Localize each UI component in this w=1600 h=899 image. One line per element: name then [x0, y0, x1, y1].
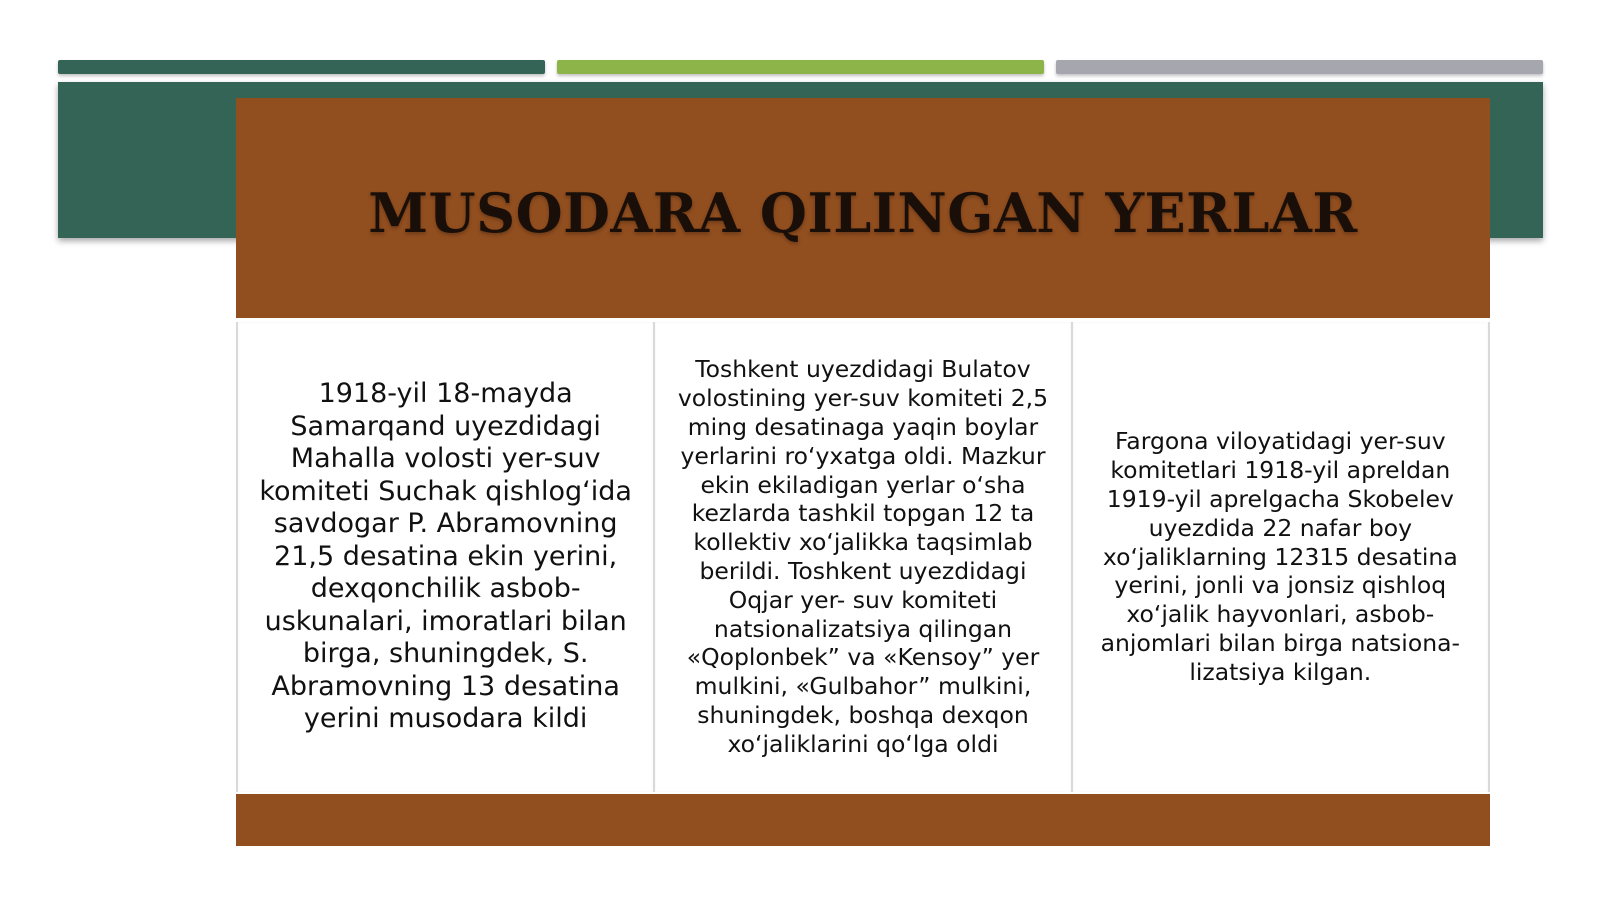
title-panel	[236, 98, 1490, 318]
column-1-text: 1918-yil 18-mayda Samarqand uyezdidagi Mahalla volosti yer-suv komiteti Suchak qishlog‘ida savdogar P. Abramovning 21,5 desatina ekin yerini, dexqonchilik asbob-uskunalari, imoratlari bilan birga, shuningdek, S. Abramovning 13 desatina yerini musodara kildi	[259, 378, 632, 735]
column-3-text: Fargona viloyatidagi yer-suv komitetlari 1918-yil apreldan 1919-yil aprelgacha Skobelev uyezdida 22 nafar boy xo‘jaliklarning 12315 desatina yerini, jonli va jonsiz qishloq xo‘jalik hayvonlari, asbob-anjomlari bilan birga natsiona-lizatsiya kilgan.	[1100, 427, 1460, 686]
footer-panel	[236, 794, 1490, 846]
content-column-1	[236, 322, 655, 792]
column-2-text: Toshkent uyezdidagi Bulatov volostining yer-suv komiteti 2,5 ming desatinaga yaqin boylar yerlarini ro‘yxatga oldi. Mazkur ekin ekiladigan yerlar o‘sha kezlarda tashkil topgan 12 ta kollektiv xo‘jalikka taqsimlab berildi. Toshkent uyezdidagi Oqjar yer- suv komiteti natsionalizatsiya qilingan «Qoplonbek” va «Kensoy” yer mulkini, «Gulbahor” mulkini, shuningdek, boshqa dexqon xo‘jaliklarini qo‘lga oldi	[677, 355, 1049, 758]
slide-title: MUSODARA QILINGAN YERLAR	[368, 181, 1358, 245]
accent-bar-light-green	[557, 60, 1044, 74]
accent-bar-gray	[1056, 60, 1543, 74]
accent-bar-dark-green	[58, 60, 545, 74]
content-columns	[236, 322, 1490, 792]
content-column-3	[1073, 322, 1490, 792]
content-column-2	[655, 322, 1072, 792]
